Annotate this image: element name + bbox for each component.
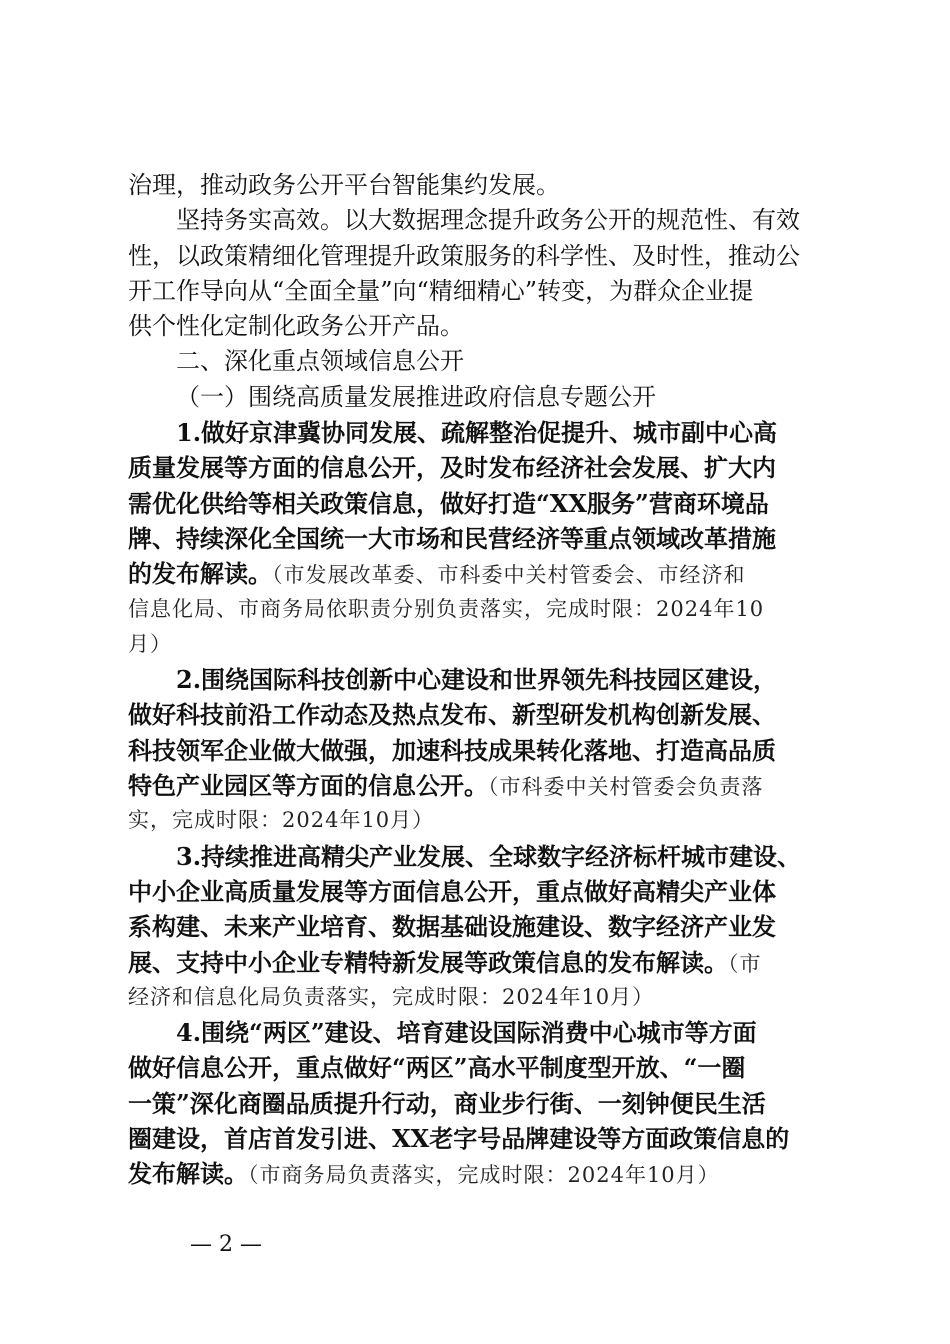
text-line: 质量发展等方面的信息公开，及时发布经济社会发展、扩大内 — [128, 453, 776, 483]
page-number: — 2 — — [190, 1232, 262, 1257]
text-line: 开工作导向从“全面全量”向“精细精心”转变，为群众企业提 — [128, 276, 754, 305]
text-line: 发布解读。（市商务局负责落实，完成时限：2024年10月） — [128, 1159, 720, 1189]
text-line: 实，完成时限：2024年10月） — [128, 808, 435, 833]
text-line: 做好信息公开，重点做好“两区”高水平制度型开放、“一圈 — [128, 1053, 746, 1083]
text-line: 供个性化定制化政务公开产品。 — [128, 312, 464, 341]
text-line: 4.围绕“两区”建设、培育建设国际消费中心城市等方面 — [176, 1018, 757, 1048]
section-heading: 二、深化重点领域信息公开 — [176, 347, 464, 376]
paragraph-platform-governance — [128, 168, 840, 203]
text-line: 2.围绕国际科技创新中心建设和世界领先科技园区建设， — [176, 665, 778, 695]
text-line: 经济和信息化局负责落实，完成时限：2024年10月） — [128, 984, 655, 1009]
text-line: 月） — [128, 631, 172, 656]
text-line: 治理，推动政务公开平台智能集约发展。 — [128, 171, 560, 199]
text-line: 坚持务实高效。以大数据理念提升政务公开的规范性、有效 — [176, 206, 800, 235]
text-line: 特色产业园区等方面的信息公开。（市科委中关村管委会负责落 — [128, 771, 764, 801]
text-line: 性，以政策精细化管理提升政策服务的科学性、及时性，推动公 — [128, 241, 800, 270]
text-line: 3.持续推进高精尖产业发展、全球数字经济标杆城市建设、 — [176, 841, 802, 871]
document-body — [128, 168, 840, 1192]
text-line: 牌、持续深化全国统一大市场和民营经济等重点领域改革措施 — [128, 523, 776, 553]
text-line: 科技领军企业做大做强，加速科技成果转化落地、打造高品质 — [128, 735, 776, 765]
list-item-4 — [128, 1015, 840, 1191]
paragraph-practical-efficiency — [128, 203, 840, 344]
text-line: 圈建设，首店首发引进、XX老字号品牌建设等方面政策信息的 — [128, 1124, 790, 1154]
list-item-2 — [128, 662, 840, 838]
list-item-3 — [128, 839, 840, 1015]
text-line: 中小企业高质量发展等方面信息公开，重点做好高精尖产业体 — [128, 876, 776, 906]
text-line: 展、支持中小企业专精特新发展等政策信息的发布解读。（市 — [128, 947, 762, 977]
text-line: 的发布解读。（市发展改革委、市科委中关村管委会、市经济和 — [128, 559, 746, 589]
text-line: 需优化供给等相关政策信息，做好打造“XX服务”营商环境品 — [128, 488, 769, 518]
subsection-heading: （一）围绕高质量发展推进政府信息专题公开 — [176, 382, 656, 411]
list-item-1 — [128, 415, 840, 662]
text-line: 一策”深化商圈品质提升行动，商业步行街、一刻钟便民生活 — [128, 1088, 766, 1118]
text-line: 系构建、未来产业培育、数据基础设施建设、数字经济产业发 — [128, 912, 776, 942]
text-line: 1.做好京津冀协同发展、疏解整治促提升、城市副中心高 — [176, 418, 778, 448]
text-line: 信息化局、市商务局依职责分别负责落实，完成时限：2024年10 — [128, 596, 765, 621]
text-line: 做好科技前沿工作动态及热点发布、新型研发机构创新发展、 — [128, 700, 776, 730]
